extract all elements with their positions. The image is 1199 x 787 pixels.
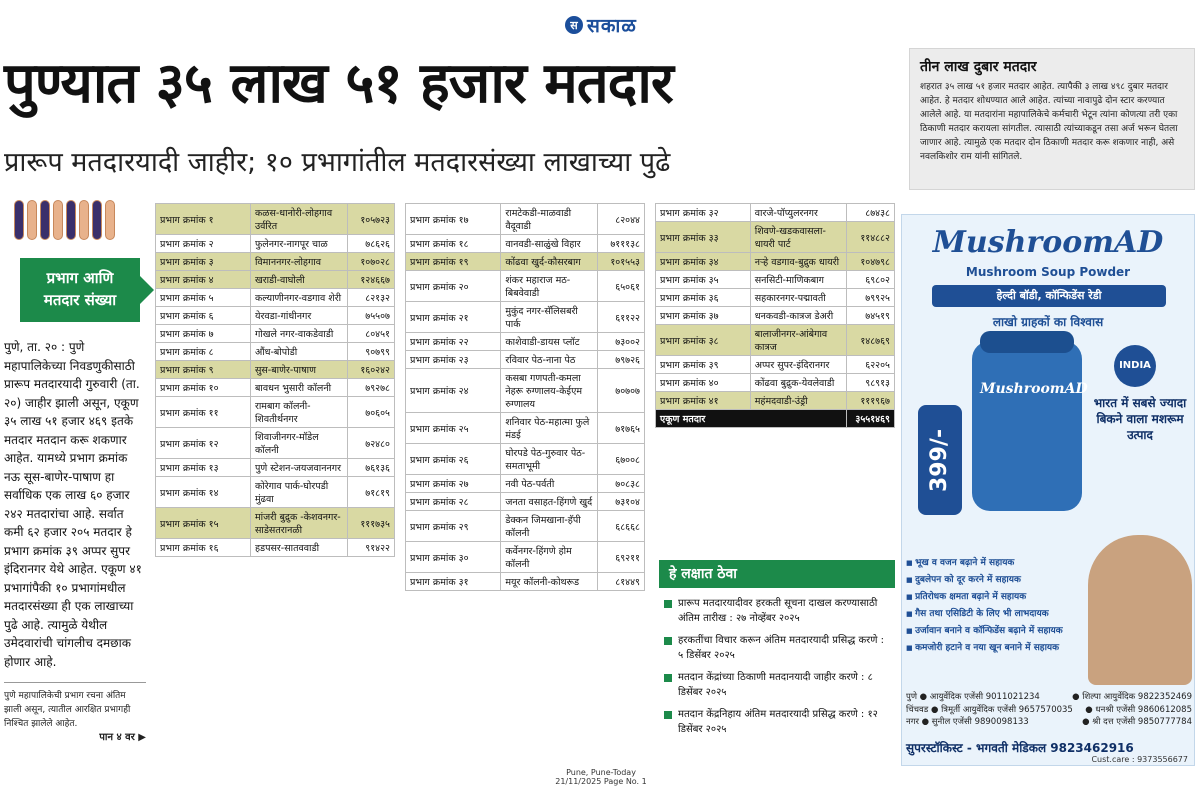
ward-voters: ८२१३२ — [347, 289, 394, 307]
ward-number: प्रभाग क्रमांक ३९ — [656, 356, 751, 374]
ad-benefit: ■ उर्जावान बनाने व कॉन्फिडेंस बढ़ाने में सहायक — [906, 623, 1096, 640]
ward-area: पुणे स्टेशन-जयजवाननगर — [250, 459, 347, 477]
ward-voters: ७८६२६ — [347, 235, 394, 253]
ward-voters: १११७३५ — [347, 508, 394, 539]
ward-number: प्रभाग क्रमांक ३६ — [656, 289, 751, 307]
ward-number: प्रभाग क्रमांक २४ — [406, 369, 501, 413]
ward-voters: ७२४८० — [347, 428, 394, 459]
ward-voters: ७०६०५ — [347, 397, 394, 428]
ward-area: कल्याणीनगर-वडगाव शेरी — [250, 289, 347, 307]
made-in-india-badge: INDIA — [1114, 345, 1156, 387]
inked-finger-icon — [14, 200, 24, 240]
ward-voters: ७१११३८ — [597, 235, 644, 253]
ward-area: रविवार पेठ-नाना पेठ — [501, 351, 597, 369]
main-headline: पुण्यात ३५ लाख ५१ हजार मतदार — [4, 51, 673, 116]
ward-area: शनिवार पेठ-महात्मा फुले मंडई — [501, 413, 597, 444]
ward-voters: १०४७९८ — [847, 253, 895, 271]
mushroom-ad[interactable] — [901, 214, 1195, 766]
ward-number: प्रभाग क्रमांक १८ — [406, 235, 501, 253]
ward-voters-label — [20, 258, 140, 322]
ward-row — [656, 271, 895, 289]
ward-voters: ७०७०७ — [597, 369, 644, 413]
ward-number: प्रभाग क्रमांक १५ — [156, 508, 251, 539]
ward-number: प्रभाग क्रमांक ३३ — [656, 222, 751, 253]
ward-area: सुस-बाणेर-पाषाण — [250, 361, 347, 379]
ward-row — [156, 204, 395, 235]
ward-area: शंकर महाराज मठ-बिबवेवाडी — [501, 271, 597, 302]
ward-area: येरवडा-गांधीनगर — [250, 307, 347, 325]
ward-area: धनकवडी-कात्रज डेअरी — [750, 307, 847, 325]
ward-number: प्रभाग क्रमांक ३४ — [656, 253, 751, 271]
ward-area: नवी पेठ-पर्वती — [501, 475, 597, 493]
ward-area: सहकारनगर-पद्मावती — [750, 289, 847, 307]
ward-number: प्रभाग क्रमांक १४ — [156, 477, 251, 508]
ward-table-col1 — [155, 203, 395, 557]
ad-brand: MushroomAD — [932, 225, 1164, 260]
keep-in-mind-item: मतदान केंद्रनिहाय अंतिम मतदारयादी प्रसिद्ध करणे : १२ डिसेंबर २०२५ — [664, 707, 892, 737]
ward-row — [656, 289, 895, 307]
ward-voters: ६९८०२ — [847, 271, 895, 289]
ward-number: प्रभाग क्रमांक २३ — [406, 351, 501, 369]
ward-voters: ६५०६१ — [597, 271, 644, 302]
ward-number: प्रभाग क्रमांक ३० — [406, 542, 501, 573]
finger-icon — [27, 200, 37, 240]
ad-slogan: हेल्दी बॉडी, कॉन्फिडेंस रेडी — [932, 285, 1166, 307]
dealer-left: चिंचवड ● त्रिमूर्ती आयुर्वेदिक एजेंसी 9657570035 — [906, 704, 1073, 715]
ward-number: प्रभाग क्रमांक ३ — [156, 253, 251, 271]
continued-link[interactable]: पान ४ वर ▶ — [99, 732, 146, 743]
ward-voters-label-line1: प्रभाग आणि — [46, 269, 114, 287]
ward-voters: ७३००२ — [597, 333, 644, 351]
ward-voters: १०१५५३ — [597, 253, 644, 271]
ward-row — [406, 369, 645, 413]
ward-voters: ९०७९९ — [347, 343, 394, 361]
keep-in-mind-list — [664, 596, 892, 744]
ward-row — [156, 379, 395, 397]
total-row — [656, 410, 895, 428]
ward-number: प्रभाग क्रमांक २ — [156, 235, 251, 253]
duplicate-voters-box — [909, 48, 1195, 190]
dealer-row — [906, 691, 1192, 704]
ward-number: प्रभाग क्रमांक १० — [156, 379, 251, 397]
ward-area: मुकुंद नगर-सॅलिसबरी पार्क — [501, 302, 597, 333]
ward-row — [156, 253, 395, 271]
ward-table-col2 — [405, 203, 645, 591]
ward-number: प्रभाग क्रमांक ७ — [156, 325, 251, 343]
ad-benefit: ■ कमजोरी हटाने व नया खून बनाने में सहायक — [906, 640, 1096, 657]
ward-number: प्रभाग क्रमांक ४ — [156, 271, 251, 289]
ward-area: जनता वसाहत-हिंगणे खुर्द — [501, 493, 597, 511]
ward-voters: ६८६६८ — [597, 511, 644, 542]
ward-area: वानवडी-साळुंखे विहार — [501, 235, 597, 253]
ward-voters: ७९९२५ — [847, 289, 895, 307]
continued-note — [4, 682, 146, 745]
ward-voters: ७४५१९ — [847, 307, 895, 325]
ward-row — [406, 493, 645, 511]
ward-row — [156, 235, 395, 253]
ward-area: शिवणे-खडकवासला-धायरी पार्ट — [750, 222, 847, 253]
ad-benefits — [906, 555, 1096, 657]
ward-voters: ६२२०५ — [847, 356, 895, 374]
ward-voters: ६११२२ — [597, 302, 644, 333]
continued-note-text: पुणे महापालिकेची प्रभाग रचना अंतिम झाली असून, त्यातील आरक्षित प्रभागही निश्चित झालेले आहेत. — [4, 691, 131, 729]
ward-voters: १०५७२३ — [347, 204, 394, 235]
masthead — [565, 12, 637, 38]
sakal-logo-icon: स — [565, 16, 583, 34]
ad-benefit: ■ भूख व वजन बढ़ाने में सहायक — [906, 555, 1096, 572]
ward-voters: ७३१०४ — [597, 493, 644, 511]
ward-area: औंध-बोपोडी — [250, 343, 347, 361]
ward-number: प्रभाग क्रमांक १६ — [156, 539, 251, 557]
ward-area: गोखले नगर-वाकडेवाडी — [250, 325, 347, 343]
ward-area: मांजरी बुद्रुक -केशवनगर-साडेसतरानळी — [250, 508, 347, 539]
ward-voters: ८२०४४ — [597, 204, 644, 235]
ward-area: शिवाजीनगर-मॉडेल कॉलनी — [250, 428, 347, 459]
ward-row — [156, 428, 395, 459]
ward-area: कर्वेनगर-हिंगणे होम कॉलनी — [501, 542, 597, 573]
ad-trust: लाखो ग्राहकों का विश्वास — [992, 315, 1104, 329]
ward-number: प्रभाग क्रमांक ४१ — [656, 392, 751, 410]
inked-finger-icon — [92, 200, 102, 240]
ward-row — [156, 307, 395, 325]
page-footer — [555, 768, 647, 786]
ward-voters: ७६१३६ — [347, 459, 394, 477]
ward-voters: ७९७२६ — [597, 351, 644, 369]
ward-area: कोरेगाव पार्क-घोरपडी मुंढवा — [250, 477, 347, 508]
ad-superstockist: सुपरस्टॉकिस्ट - भगवती मेडिकल 9823462916 — [906, 741, 1134, 755]
ward-area: खराडी-वाघोली — [250, 271, 347, 289]
ward-area: बावधन भुसारी कॉलनी — [250, 379, 347, 397]
ward-row — [156, 325, 395, 343]
keep-in-mind-item: हरकतींचा विचार करून अंतिम मतदारयादी प्रसिद्ध करणे : ५ डिसेंबर २०२५ — [664, 633, 892, 663]
ward-row — [656, 222, 895, 253]
newspaper-name: सकाळ — [587, 15, 637, 37]
ward-number: प्रभाग क्रमांक ३७ — [656, 307, 751, 325]
ward-voters: ६९२११ — [597, 542, 644, 573]
ward-area: फुलेनगर-नागपूर चाळ — [250, 235, 347, 253]
keep-in-mind-item: प्रारूप मतदारयादीवर हरकती सूचना दाखल करण्यासाठी अंतिम तारीख : २७ नोव्हेंबर २०२५ — [664, 596, 892, 626]
ward-number: प्रभाग क्रमांक २७ — [406, 475, 501, 493]
ward-voters: १४८७६९ — [847, 325, 895, 356]
ward-area: कोंढवा बुद्रुक-येवलेवाडी — [750, 374, 847, 392]
ward-row — [156, 289, 395, 307]
ward-voters: ८७४३८ — [847, 204, 895, 222]
ward-voters: १०७०२८ — [347, 253, 394, 271]
ward-row — [656, 325, 895, 356]
ward-voters: १२४६६७ — [347, 271, 394, 289]
ward-number: प्रभाग क्रमांक ३५ — [656, 271, 751, 289]
ward-row — [156, 508, 395, 539]
ward-area: काशेवाडी-डायस प्लॉट — [501, 333, 597, 351]
ward-area: अप्पर सुपर-इंदिरानगर — [750, 356, 847, 374]
ward-area: बालाजीनगर-आंबेगाव कात्रज — [750, 325, 847, 356]
ward-area: रामटेकडी-माळवाडी वैदूवाडी — [501, 204, 597, 235]
ward-area: कोंढवा खुर्द-कौसरबाग — [501, 253, 597, 271]
inked-finger-icon — [66, 200, 76, 240]
finger-icon — [79, 200, 89, 240]
inked-finger-icon — [40, 200, 50, 240]
ward-row — [406, 444, 645, 475]
ward-row — [156, 477, 395, 508]
ward-table-col3 — [655, 203, 895, 428]
ward-area: रामबाग कॉलनी-शिवतीर्थनगर — [250, 397, 347, 428]
ward-voters: ९१४२२ — [347, 539, 394, 557]
dealer-row — [906, 716, 1192, 729]
ward-row — [156, 361, 395, 379]
ward-row — [656, 307, 895, 325]
ward-row — [406, 511, 645, 542]
footer-edition: Pune, Pune-Today — [566, 768, 636, 777]
ward-row — [406, 204, 645, 235]
ward-area: हडपसर-सातववाडी — [250, 539, 347, 557]
ad-dealers — [906, 691, 1192, 729]
ward-area: घोरपडे पेठ-गुरुवार पेठ-समताभूमी — [501, 444, 597, 475]
ward-number: प्रभाग क्रमांक ११ — [156, 397, 251, 428]
finger-icon — [53, 200, 63, 240]
ward-row — [656, 374, 895, 392]
ad-benefit: ■ गैस तथा एसिडिटी के लिए भी लाभदायक — [906, 606, 1096, 623]
ward-number: प्रभाग क्रमांक ८ — [156, 343, 251, 361]
ward-voters-label-line2: मतदार संख्या — [43, 291, 117, 309]
ward-voters: ७५५०७ — [347, 307, 394, 325]
keep-in-mind-title: हे लक्षात ठेवा — [659, 560, 895, 588]
raised-fingers-icon — [4, 200, 146, 240]
ward-area: कळस-धानोरी-लोहगाव उर्वरित — [250, 204, 347, 235]
duplicate-voters-body: शहरात ३५ लाख ५१ हजार मतदार आहेत. त्यापैकी ३ लाख ४९८ दुबार मतदार आहेत. हे मतदार शोधण्यात आले आहेत. त्यांच्या नावापुढे दोन स्टार करण्यात आलेले आहे. या मतदारांना महापालिकेचे कर्मचारी भेटून त्यांना कोणत्या तरी एका ठिकाणी मतदार करायला सांगतील. त्यासाठी त्यांच्याकडून तसा अर्ज भरून घेतला जाणार आहे. त्यामुळे एक मतदार दोन ठिकाणी मतदार करू शकणार नाही, असे नवलकिशोर राम यांनी सांगितले. — [920, 82, 1178, 162]
ward-voters: ९८९१३ — [847, 374, 895, 392]
ward-number: प्रभाग क्रमांक ९ — [156, 361, 251, 379]
ward-area: मयूर कॉलनी-कोथरूड — [501, 573, 597, 591]
ward-row — [656, 204, 895, 222]
ad-benefit: ■ प्रतिरोधक क्षमता बढ़ाने में सहायक — [906, 589, 1096, 606]
lead-article: पुणे, ता. २० : पुणे महापालिकेच्या निवडणुकीसाठी प्रारूप मतदारयादी गुरुवारी (ता. २०) जाहीर झाली असून, एकूण ३५ लाख ५१ हजार ४६९ इतके मतदार मतदान करू शकणार आहेत. यामध्ये प्रभाग क्रमांक नऊ सूस-बाणेर-पाषाण हा सर्वाधिक एक लाख ६० हजार २४२ मतदारांचा आहे. सर्वात कमी ६२ हजार २०५ मतदार हे प्रभाग क्रमांक ३९ अप्पर सुपर इंदिरानगर येथे आहेत. एकूण ४१ प्रभागांपैकी १० प्रभागांमधील मतदारसंख्या ही एक लाखाच्या पुढे आहे. त्यामुळे येथील उमेदवारांची चांगलीच दमछाक होणार आहे. — [4, 340, 142, 669]
total-label: एकूण मतदार — [656, 410, 847, 428]
celebrity-endorser-icon — [1088, 535, 1192, 685]
ward-row — [156, 539, 395, 557]
ward-number: प्रभाग क्रमांक १३ — [156, 459, 251, 477]
ward-voters: ७९२७८ — [347, 379, 394, 397]
ward-row — [156, 343, 395, 361]
dealer-right: ● श्री दत्त एजेंसी 9850777784 — [1082, 717, 1192, 727]
ward-row — [406, 475, 645, 493]
ward-area: महंमदवाडी-उंड्री — [750, 392, 847, 410]
ward-number: प्रभाग क्रमांक ५ — [156, 289, 251, 307]
ad-custcare: Cust.care : 9373556677 — [1091, 755, 1188, 764]
ward-number: प्रभाग क्रमांक ३८ — [656, 325, 751, 356]
voting-finger-graphic — [4, 200, 146, 330]
ward-area: नऱ्हे वडगाव-बुद्रुक धायरी — [750, 253, 847, 271]
ward-row — [406, 351, 645, 369]
ward-voters: ७१७६५ — [597, 413, 644, 444]
ward-row — [406, 413, 645, 444]
ward-number: प्रभाग क्रमांक १२ — [156, 428, 251, 459]
ward-voters: ८०४५१ — [347, 325, 394, 343]
ward-area: कसबा गणपती-कमला नेहरू रुग्णालय-केईएम रुग्णालय — [501, 369, 597, 413]
finger-icon — [105, 200, 115, 240]
ward-voters: ७१८१९ — [347, 477, 394, 508]
ad-benefit: ■ दुबलेपन को दूर करने में सहायक — [906, 572, 1096, 589]
ward-voters: १११९६७ — [847, 392, 895, 410]
ward-number: प्रभाग क्रमांक ६ — [156, 307, 251, 325]
ward-voters: ६७००८ — [597, 444, 644, 475]
ward-voters: ११४८८२ — [847, 222, 895, 253]
ward-row — [406, 235, 645, 253]
dealer-right: ● शिल्पा आयुर्वेदिक 9822352469 — [1072, 692, 1192, 702]
ward-number: प्रभाग क्रमांक ४० — [656, 374, 751, 392]
ward-row — [156, 397, 395, 428]
ward-row — [406, 573, 645, 591]
ad-price: 399/- — [918, 405, 962, 515]
dealer-left: नगर ● सुनील एजेंसी 9890098133 — [906, 717, 1029, 727]
ward-number: प्रभाग क्रमांक १९ — [406, 253, 501, 271]
ward-row — [406, 253, 645, 271]
ward-area: सनसिटी-माणिकबाग — [750, 271, 847, 289]
jar-label: MushroomAD — [980, 381, 1088, 397]
keep-in-mind-item: मतदान केंद्रांच्या ठिकाणी मतदानयादी जाहीर करणे : ८ डिसेंबर २०२५ — [664, 670, 892, 700]
ward-number: प्रभाग क्रमांक २८ — [406, 493, 501, 511]
ward-area: विमाननगर-लोहगाव — [250, 253, 347, 271]
ward-number: प्रभाग क्रमांक २९ — [406, 511, 501, 542]
duplicate-voters-title: तीन लाख दुबार मतदार — [920, 59, 1037, 75]
total-value: ३५५१४६९ — [847, 410, 895, 428]
ad-product: Mushroom Soup Powder — [965, 265, 1131, 279]
ward-row — [406, 542, 645, 573]
sub-headline: प्रारूप मतदारयादी जाहीर; १० प्रभागांतील मतदारसंख्या लाखाच्या पुढे — [4, 147, 671, 178]
ward-area: डेक्कन जिमखाना-हॅपी कॉलनी — [501, 511, 597, 542]
ward-voters: ७०८३८ — [597, 475, 644, 493]
ward-row — [156, 459, 395, 477]
ward-number: प्रभाग क्रमांक १ — [156, 204, 251, 235]
ward-number: प्रभाग क्रमांक २० — [406, 271, 501, 302]
ward-row — [406, 271, 645, 302]
ward-row — [406, 333, 645, 351]
ward-voters: ८१४४९ — [597, 573, 644, 591]
ward-number: प्रभाग क्रमांक २१ — [406, 302, 501, 333]
ward-number: प्रभाग क्रमांक १७ — [406, 204, 501, 235]
ward-voters: १६०२४२ — [347, 361, 394, 379]
ward-number: प्रभाग क्रमांक २५ — [406, 413, 501, 444]
ad-claim: भारत में सबसे ज्यादा बिकने वाला मशरूम उत्पाद — [1093, 396, 1187, 442]
ward-row — [656, 253, 895, 271]
jar-lid-icon — [980, 331, 1074, 353]
ward-area: वारजे-पॉप्युलरनगर — [750, 204, 847, 222]
footer-date: 21/11/2025 Page No. 1 — [555, 777, 647, 786]
ward-row — [156, 271, 395, 289]
dealer-right: ● धनश्री एजेंसी 9860612085 — [1085, 704, 1192, 715]
ward-row — [656, 356, 895, 374]
dealer-row — [906, 704, 1192, 717]
ward-number: प्रभाग क्रमांक ३२ — [656, 204, 751, 222]
ward-row — [656, 392, 895, 410]
ward-number: प्रभाग क्रमांक २६ — [406, 444, 501, 475]
ward-row — [406, 302, 645, 333]
dealer-left: पुणे ● आयुर्वेदिक एजेंसी 9011021234 — [906, 692, 1040, 702]
ward-number: प्रभाग क्रमांक २२ — [406, 333, 501, 351]
ward-number: प्रभाग क्रमांक ३१ — [406, 573, 501, 591]
product-jar-icon — [972, 341, 1088, 511]
